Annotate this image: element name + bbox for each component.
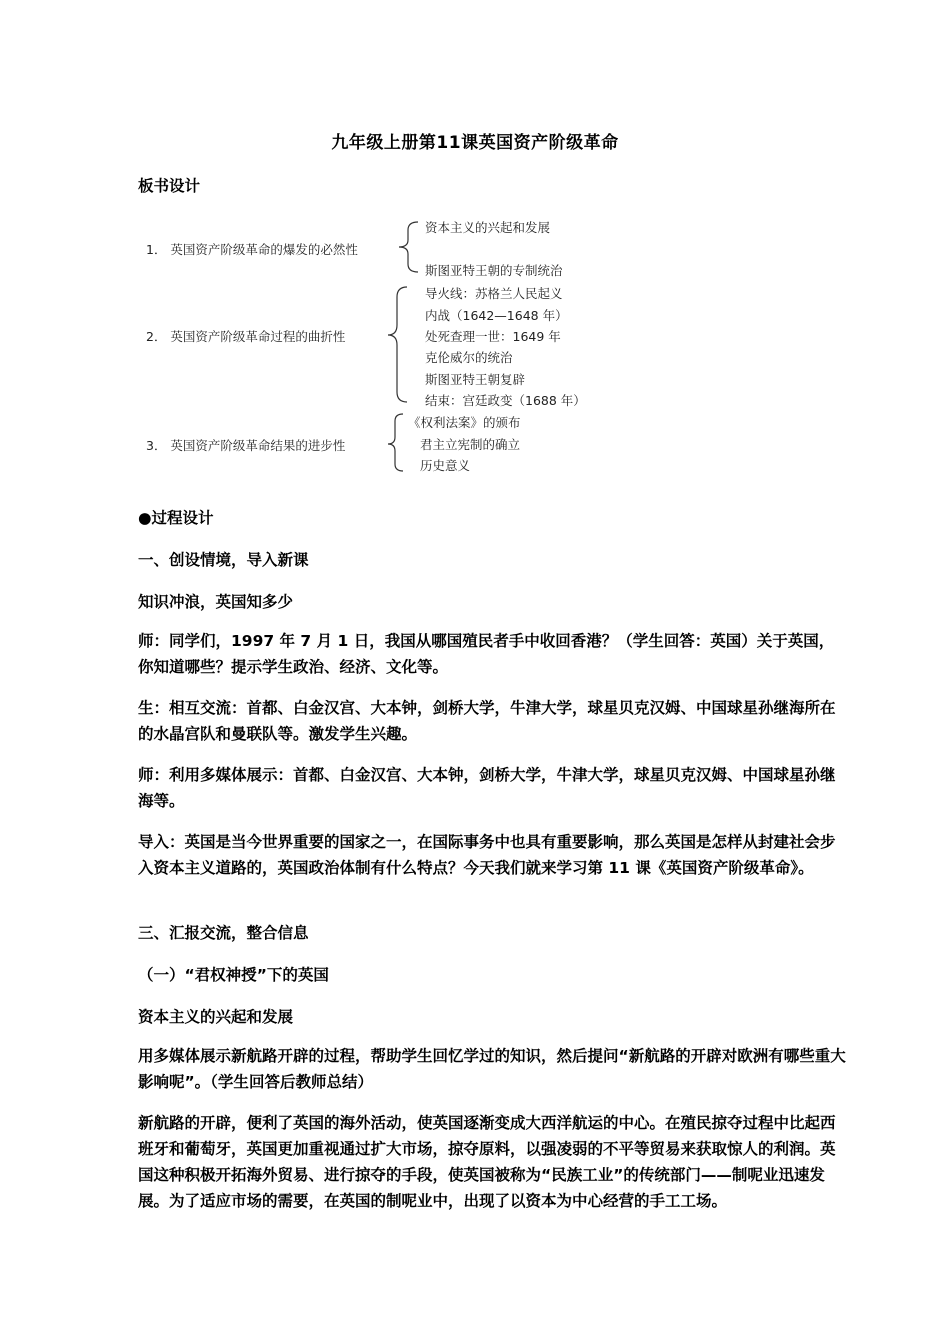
outline-item: 内战（1642—1648 年） [425,308,568,323]
outline-item: 斯图亚特王朝复辟 [425,372,526,387]
process-heading: ●过程设计 [138,509,214,527]
paragraph-text: 新航路的开辟，便利了英国的海外活动，使英国逐渐变成大西洋航运的中心。在殖民掠夺过程中比起西班牙和葡萄牙，英国更加重视通过扩大市场，掠夺原料，以强凌弱的不平等贸易来获取惊人的利润。英国这种积极开拓海外贸易、进行掠夺的手段，使英国被称为“民族工业”的传统部门——制呢业迅速发展。为了适应市场的需要，在英国的制呢业中，出现了以资本为中心经营的手工工场。 [138,1114,836,1210]
board-design-heading: 板书设计 [138,177,201,195]
outline-item: 导火线：苏格兰人民起义 [425,286,563,301]
capitalism-heading: 资本主义的兴起和发展 [138,1008,294,1026]
outline-label-1: 1． 英国资产阶级革命的爆发的必然性 [146,242,358,257]
outline-item: 君主立宪制的确立 [420,437,521,452]
paragraph [138,695,846,747]
brace-group-3 [388,414,403,471]
outline-item: 处死查理一世：1649 年 [425,329,561,344]
paragraph-text: 导入：英国是当今世界重要的国家之一，在国际事务中也具有重要影响，那么英国是怎样从封建社会步入资本主义道路的，英国政治体制有什么特点？今天我们就来学习第 11 课《英国资产阶级革命》。 [138,833,836,877]
subsection1-heading: （一）“君权神授”下的英国 [138,966,329,984]
outline-item: 结束：宫廷政变（1688 年） [425,393,586,408]
page-title: 九年级上册第11课英国资产阶级革命 [331,133,619,153]
outline-item: 克伦威尔的统治 [425,350,513,365]
section1-heading: 一、创设情境，导入新课 [138,551,309,569]
paragraph [138,762,846,814]
outline-item: 《权利法案》的颁布 [408,415,521,430]
brace-group-2 [388,287,407,402]
paragraph [138,1110,846,1214]
paragraph [138,829,846,881]
outline-item: 历史意义 [420,458,471,473]
paragraph-text: 师：同学们，1997 年 7 月 1 日，我国从哪国殖民者手中收回香港？（学生回答：英国）关于英国，你知道哪些？提示学生政治、经济、文化等。 [138,632,835,676]
outline-label-2: 2． 英国资产阶级革命过程的曲折性 [146,329,346,344]
paragraph-text: 用多媒体展示新航路开辟的过程，帮助学生回忆学过的知识，然后提问“新航路的开辟对欧洲有哪些重大影响呢”。（学生回答后教师总结） [138,1047,846,1091]
paragraph-text: 生：相互交流：首都、白金汉宫、大本钟，剑桥大学，牛津大学，球星贝克汉姆、中国球星孙继海所在的水晶宫队和曼联队等。激发学生兴趣。 [138,699,836,743]
paragraph [138,1043,846,1095]
brace-group-1 [399,222,418,272]
paragraph-text: 师：利用多媒体展示：首都、白金汉宫、大本钟，剑桥大学，牛津大学，球星贝克汉姆、中国球星孙继海等。 [138,766,836,810]
outline-item: 资本主义的兴起和发展 [425,220,551,235]
knowledge-heading: 知识冲浪，英国知多少 [138,593,294,611]
paragraph [138,628,846,680]
outline-label-3: 3． 英国资产阶级革命结果的进步性 [146,438,346,453]
section3-heading: 三、汇报交流，整合信息 [138,924,309,942]
outline-item: 斯图亚特王朝的专制统治 [425,263,563,278]
